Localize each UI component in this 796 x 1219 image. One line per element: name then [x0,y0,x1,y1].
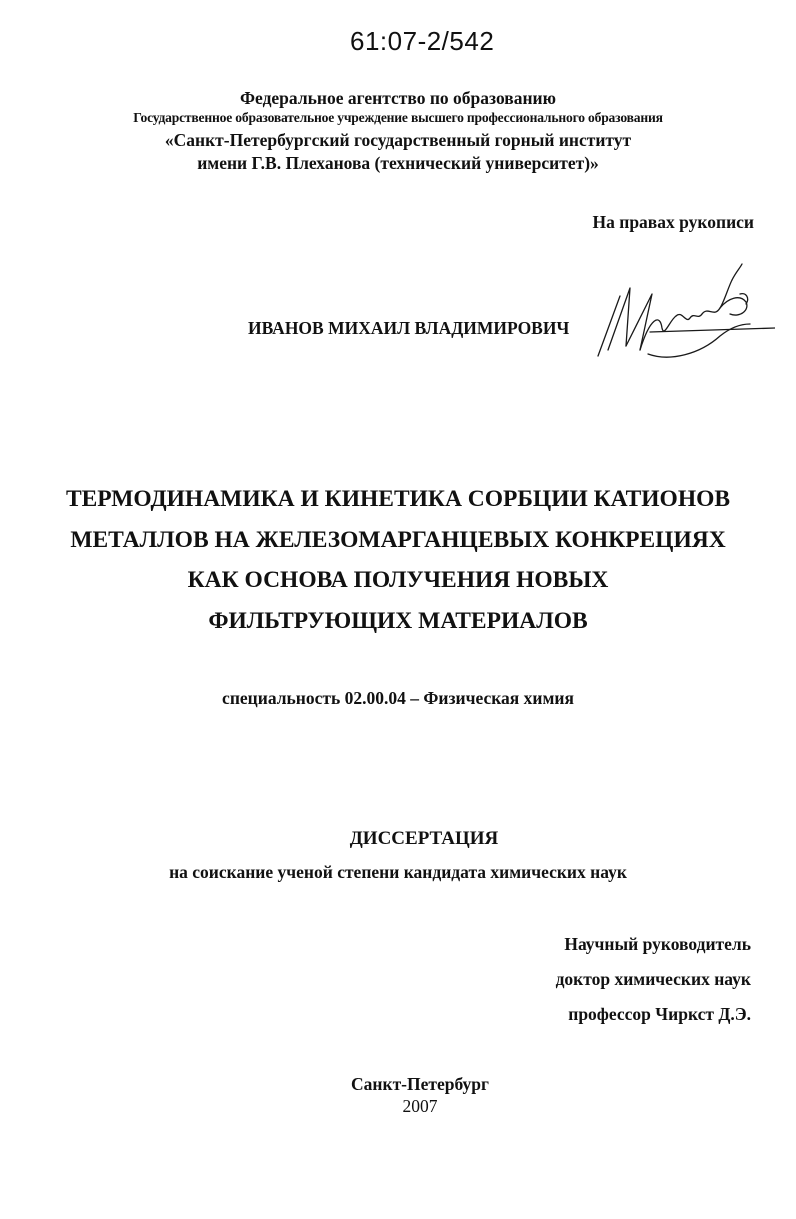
city: Санкт-Петербург [351,1074,489,1094]
institution-type: Государственное образовательное учреждение высшего профессионального образования [133,110,663,125]
author-name: ИВАНОВ МИХАИЛ ВЛАДИМИРОВИЧ [248,318,570,338]
specialty: специальность 02.00.04 – Физическая химия [222,688,574,708]
supervisor-role: Научный руководитель [564,934,751,954]
manuscript-rights-note: На правах рукописи [592,212,754,232]
supervisor-name: профессор Чиркст Д.Э. [568,1004,751,1024]
institution-name-line-2: имени Г.В. Плеханова (технический университет)» [197,153,599,173]
title-line-4: ФИЛЬТРУЮЩИХ МАТЕРИАЛОВ [208,608,588,634]
supervisor-degree: доктор химических наук [555,969,751,989]
handwritten-signature [590,258,775,368]
degree-sought: на соискание ученой степени кандидата химических наук [169,862,627,882]
year: 2007 [402,1096,438,1116]
institution-name-line-1: «Санкт-Петербургский государственный горный институт [164,130,632,150]
document-type: ДИССЕРТАЦИЯ [349,828,499,849]
title-line-1: ТЕРМОДИНАМИКА И КИНЕТИКА СОРБЦИИ КАТИОНОВ [65,486,731,512]
document-code: 61:07-2/542 [350,26,495,56]
agency-name: Федеральное агентство по образованию [240,88,556,108]
title-line-3: КАК ОСНОВА ПОЛУЧЕНИЯ НОВЫХ [187,567,609,593]
title-line-2: МЕТАЛЛОВ НА ЖЕЛЕЗОМАРГАНЦЕВЫХ КОНКРЕЦИЯХ [70,527,726,553]
